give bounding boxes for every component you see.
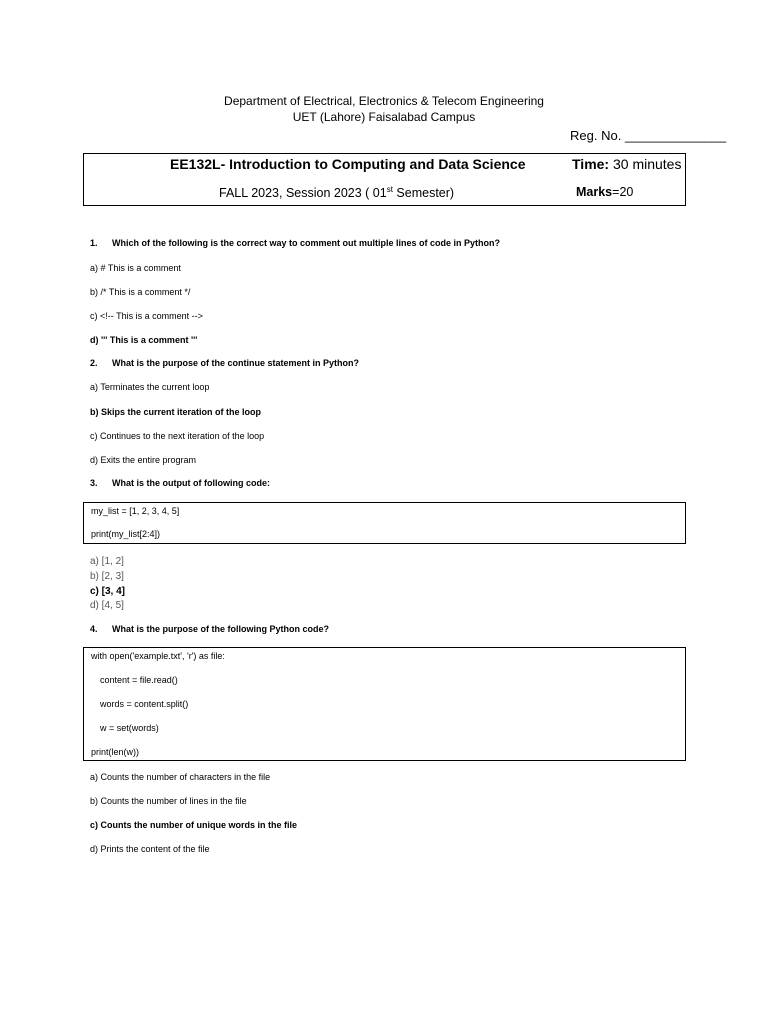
session-info <box>219 185 454 200</box>
q1-option-b: b) /* This is a comment */ <box>90 287 191 297</box>
session-post: Semester) <box>392 186 455 201</box>
time-value: 30 minutes <box>609 156 682 172</box>
q3-option-b: b) [2, 3] <box>90 571 124 582</box>
q4-option-d: d) Prints the content of the file <box>90 844 210 854</box>
code-line: with open('example.txt', 'r') as file: <box>91 651 225 661</box>
question-number: 1. <box>90 238 98 248</box>
reg-no-field: Reg. No. ______________ <box>570 128 727 143</box>
q2-option-b: b) Skips the current iteration of the loop <box>90 407 262 417</box>
question-2 <box>90 358 359 368</box>
question-number: 4. <box>90 624 98 634</box>
code-box-q3 <box>83 502 686 544</box>
q3-option-c: c) [3, 4] <box>90 586 126 597</box>
code-line: w = set(words) <box>100 723 159 733</box>
q4-option-c: c) Counts the number of unique words in the file <box>90 820 297 830</box>
question-number: 3. <box>90 478 98 488</box>
department-name: Department of Electrical, Electronics & Telecom Engineering <box>224 94 544 108</box>
q4-option-b: b) Counts the number of lines in the file <box>90 796 247 806</box>
session-sup: st <box>386 185 393 194</box>
session-pre: FALL 2023, Session 2023 ( 01 <box>219 186 387 201</box>
question-number: 2. <box>90 358 98 368</box>
q3-option-a: a) [1, 2] <box>90 556 124 567</box>
time-info <box>572 156 681 172</box>
q1-option-a: a) # This is a comment <box>90 263 181 273</box>
course-info-box <box>83 153 686 206</box>
q1-option-c: c) <!-- This is a comment --> <box>90 311 203 321</box>
q2-option-c: c) Continues to the next iteration of the loop <box>90 431 265 441</box>
q2-option-a: a) Terminates the current loop <box>90 382 210 392</box>
code-line: print(my_list[2:4]) <box>91 529 161 539</box>
q3-option-d: d) [4, 5] <box>90 600 124 611</box>
code-line: print(len(w)) <box>91 747 140 757</box>
course-title: EE132L- Introduction to Computing and Data Science <box>170 156 526 172</box>
time-label: Time: <box>572 156 610 172</box>
question-text: What is the purpose of the following Python code? <box>112 624 329 634</box>
marks-value: =20 <box>612 185 634 199</box>
question-text: What is the purpose of the continue statement in Python? <box>112 358 360 368</box>
code-line: content = file.read() <box>100 675 178 685</box>
q2-option-d: d) Exits the entire program <box>90 455 197 465</box>
q1-option-d: d) ''' This is a comment ''' <box>90 335 198 345</box>
marks-info <box>576 185 633 199</box>
campus-name: UET (Lahore) Faisalabad Campus <box>292 110 476 124</box>
q4-option-a: a) Counts the number of characters in the file <box>90 772 271 782</box>
question-3 <box>90 478 270 488</box>
question-1 <box>90 238 500 248</box>
question-4 <box>90 624 329 634</box>
code-line: my_list = [1, 2, 3, 4, 5] <box>91 506 180 516</box>
code-box-q4 <box>83 647 686 761</box>
question-text: What is the output of following code: <box>112 478 270 488</box>
question-text: Which of the following is the correct way to comment out multiple lines of code in Python? <box>112 238 501 248</box>
marks-label: Marks <box>576 185 613 199</box>
code-line: words = content.split() <box>100 699 189 709</box>
